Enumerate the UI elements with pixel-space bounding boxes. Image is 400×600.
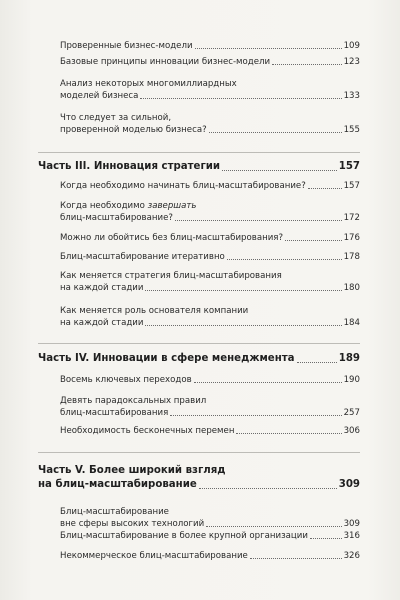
toc-page-number: 189 [338,353,360,364]
toc-page-number: 309 [343,519,360,529]
toc-entry [60,78,360,102]
toc-page-number: 157 [343,181,360,191]
toc-entry [60,270,360,294]
toc-entry-title-cont: моделей бизнеса [60,91,139,101]
toc-part-title: Часть IV. Инновации в сфере менеджмента [38,353,295,364]
toc-entry-title: Как меняется роль основателя компании [60,306,249,316]
dot-leader [250,558,342,559]
toc-entry [60,425,360,437]
toc-entry-title: Что следует за сильной, [60,113,172,123]
toc-entry-title-cont: вне сферы высоких технологий [60,519,205,529]
toc-page-number: 316 [343,531,360,541]
section-divider [38,452,360,453]
dot-leader [199,488,337,489]
toc-entry [60,40,360,52]
toc-entry-title: Необходимость бесконечных перемен [60,426,235,436]
toc-part-title: Часть III. Инновация стратегии [38,161,221,172]
toc-entry-title: Девять парадоксальных правил [60,396,207,406]
toc-part-heading [38,160,360,174]
toc-entry-title: Блиц-масштабирование итеративно [60,252,225,262]
toc-entry-title: Анализ некоторых многомиллиардных [60,79,237,89]
dot-leader [222,170,337,171]
toc-part-title: Часть V. Более широкий взгляд [38,465,226,476]
dot-leader [194,382,342,383]
toc-page-number: 123 [343,57,360,67]
toc-entry [60,305,360,329]
toc-part-heading [38,352,360,366]
toc-entry [60,530,360,542]
toc-entry [60,251,360,263]
toc-page-number: 257 [343,408,360,418]
toc-entry-title-cont: на каждой стадии [60,283,144,293]
dot-leader [227,259,342,260]
toc-page-number: 184 [343,318,360,328]
toc-entry-title-cont: на каждой стадии [60,318,144,328]
toc-entry [60,232,360,244]
toc-entry [60,395,360,419]
dot-leader [308,188,342,189]
toc-entry [60,200,360,224]
toc-entry [60,56,360,68]
dot-leader [140,98,341,99]
dot-leader [310,538,342,539]
dot-leader [272,64,341,65]
toc-entry-title-cont: блиц-масштабирования [60,408,169,418]
toc-page-number: 157 [338,161,360,172]
toc-page-number: 190 [343,375,360,385]
dot-leader [175,220,342,221]
dot-leader [206,526,341,527]
toc-entry [60,506,360,530]
dot-leader [195,48,342,49]
dot-leader [297,362,337,363]
toc-entry-title-part: Когда необходимо [60,201,148,211]
dot-leader [170,415,341,416]
toc-entry-title: Базовые принципы инновации бизнес-модели [60,57,271,67]
toc-page-number: 155 [343,125,360,135]
toc-page-number: 176 [343,233,360,243]
toc-entry [60,550,360,562]
dot-leader [145,290,341,291]
toc-page-number: 180 [343,283,360,293]
toc-page-number: 306 [343,426,360,436]
toc-entry [60,112,360,136]
toc-entry-title [60,200,360,212]
toc-entry-title: Когда необходимо начинать блиц-масштабирование? [60,181,306,191]
toc-entry-title: Проверенные бизнес-модели [60,41,193,51]
section-divider [38,343,360,344]
section-divider [38,152,360,153]
toc-entry-title: Блиц-масштабирование [60,507,169,517]
toc-entry-title: Как меняется стратегия блиц-масштабирования [60,271,282,281]
toc-entry-title-cont: проверенной моделью бизнеса? [60,125,207,135]
toc-entry-title-cont: блиц-масштабирование? [60,213,173,223]
toc-page-number: 326 [343,551,360,561]
toc-page-number: 109 [343,41,360,51]
toc-entry-title: Некоммерческое блиц-масштабирование [60,551,248,561]
toc-page-number: 133 [343,91,360,101]
toc-entry [60,180,360,192]
toc-entry-title: Можно ли обойтись без блиц-масштабирования? [60,233,284,243]
toc-page-number: 178 [343,252,360,262]
toc-entry-title: Блиц-масштабирование в более крупной организации [60,531,308,541]
dot-leader [209,132,342,133]
toc-part-title-cont: на блиц-масштабирование [38,479,197,490]
toc-entry-italic-word: завершать [147,201,197,211]
toc-entry [60,374,360,386]
toc-page-number: 172 [343,213,360,223]
dot-leader [285,240,342,241]
toc-part-heading [38,464,360,492]
dot-leader [236,433,341,434]
dot-leader [145,325,341,326]
toc-page-number: 309 [338,479,360,490]
toc-entry-title: Восемь ключевых переходов [60,375,192,385]
